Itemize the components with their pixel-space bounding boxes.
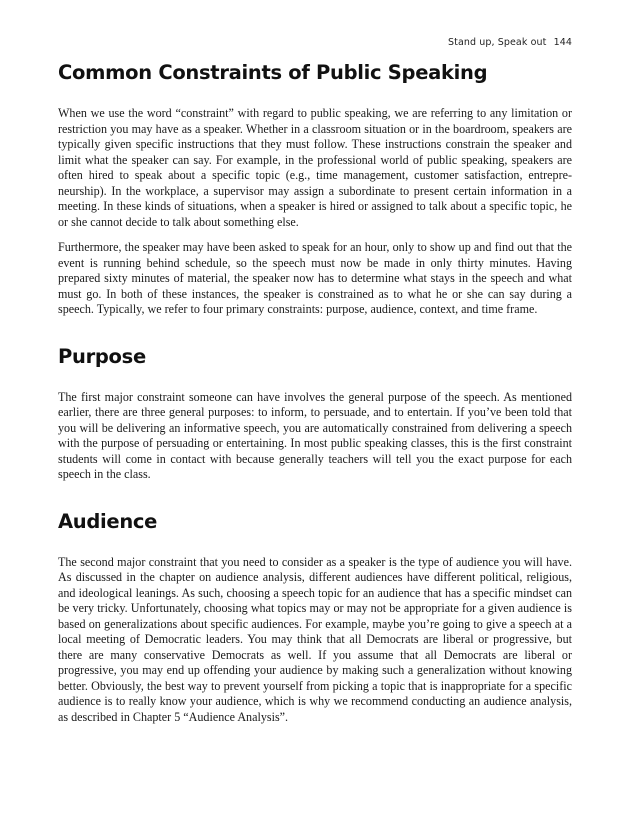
running-header xyxy=(448,37,572,48)
page-content xyxy=(58,60,572,751)
paragraph: When we use the word “constraint” with regard to public speaking, we are referring to any limitation or restriction you may have as a speaker. Whether in a classroom situation or in the boardroom, speakers are typically given specific instructions that they must follow. These instructions constrain the speaker and limit what the speaker can say. For example, in the professional world of public speaking, speakers are often hired to speak about a specific topic (e.g., time management, customer satisfaction, entrepreneurship). In the workplace, a supervisor may assign a subordinate to present certain information in a meeting. In these kinds of situations, when a speaker is hired or assigned to talk about a specific topic, he or she cannot decide to talk about something else. xyxy=(58,106,572,229)
paragraph: Furthermore, the speaker may have been asked to speak for an hour, only to show up and find out that the event is running behind schedule, so the speech must now be made in only thirty minutes. Having prepared sixty minutes of material, the speaker now has to determine what stays in the speech and what must go. In both of these instances, the speaker is constrained as to what he or she can say during a speech. Typically, we refer to four primary constraints: purpose, audience, context, and time frame. xyxy=(58,240,572,316)
audience-heading: Audience xyxy=(58,509,158,533)
section-audience xyxy=(58,509,572,726)
page-number: 144 xyxy=(553,37,572,48)
paragraph: The first major constraint someone can have involves the general purpose of the speech. As mentioned earlier, there are three general purposes: to inform, to persuade, and to entertain. If you’ve been told that you will be delivering an informative speech, you are automatically constrained from delivering a speech with the purpose of persuading or entertaining. In most public speaking classes, this is the first constraint students will come in contact with because generally teachers will tell you the exact purpose for each speech in the class. xyxy=(58,389,572,481)
section-common-constraints xyxy=(58,60,572,318)
chapter-section-heading: Common Constraints of Public Speaking xyxy=(58,61,488,84)
purpose-heading: Purpose xyxy=(58,344,146,368)
section-purpose xyxy=(58,344,572,483)
paragraph: The second major constraint that you need to consider as a speaker is the type of audience you will have. As discussed in the chapter on audience analysis, different audiences have different political, religious, and ideological leanings. As such, choosing a speech topic for an audience that has a specific mindset can be very tricky. Unfortunately, choosing what topics may or may not be appropriate for a given audience is based on generalizations about specific audiences. For example, maybe you’re going to give a speech at a local meeting of Democratic leaders. You may think that all Democrats are liberal or progressive, but there are many conservative Democrats as well. If you assume that all Democrats are liberal or progressive, you may end up offending your audience by making such a generalization without knowing better. Obviously, the best way to prevent yourself from picking a topic that is inappropriate for a specific audience is to really know your audience, which is why we recommend conducting an audience analysis, as described in Chapter 5 “Audience Analysis”. xyxy=(58,554,572,724)
running-title: Stand up, Speak out xyxy=(447,37,547,48)
